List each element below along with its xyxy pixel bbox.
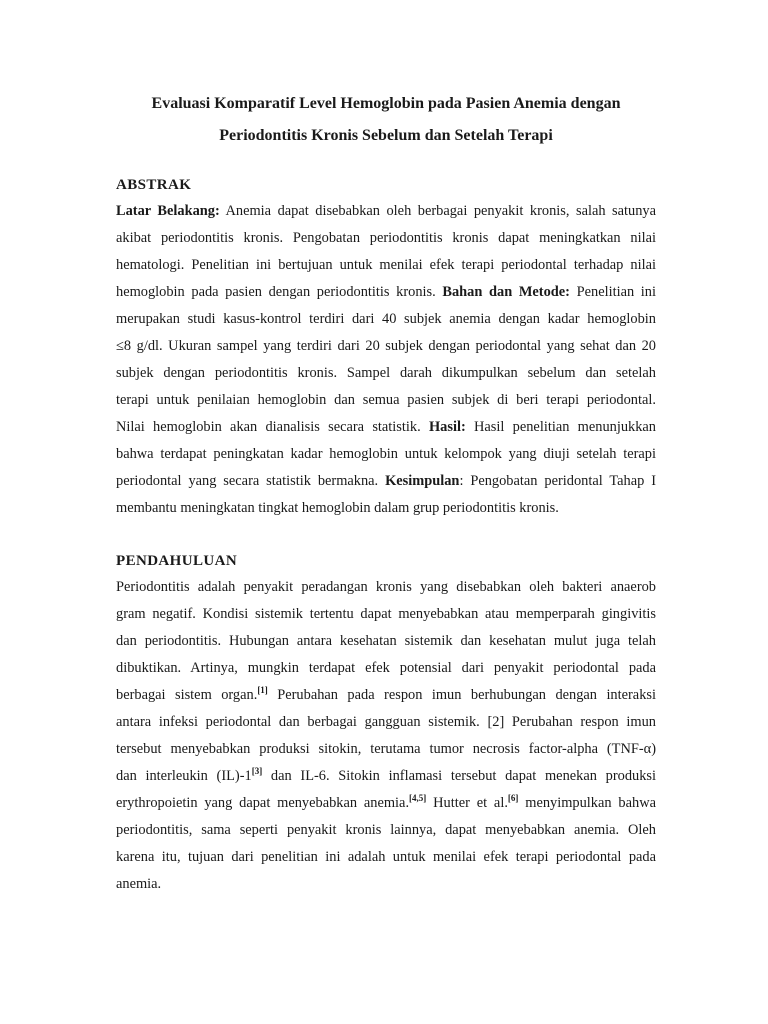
- intro-line: dibuktikan. Artinya, mungkin terdapat efek potensial dari penyakit periodontal pada: [116, 660, 656, 676]
- intro-line: erythropoietin yang dapat menyebabkan anemia.[4,5] Hutter et al.[6] menyimpulkan bahwa: [116, 793, 656, 811]
- intro-line: dan interleukin (IL)-1[3] dan IL-6. Sitokin inflamasi tersebut dapat menekan produksi: [116, 766, 657, 784]
- intro-line: periodontitis, sama seperti penyakit kronis lainnya, dapat menyebabkan anemia. Oleh: [116, 822, 656, 838]
- abstract-heading: ABSTRAK: [116, 177, 192, 193]
- kesimpulan-label: Kesimpulan: [385, 473, 460, 489]
- metode-label: Bahan dan Metode:: [442, 284, 570, 300]
- abstract-line: ≤8 g/dl. Ukuran sampel yang terdiri dari 20 subjek dengan periodontal yang sehat dan 20: [116, 338, 656, 354]
- reference-3: [3]: [251, 766, 263, 776]
- intro-line: berbagai sistem organ.[1] Perubahan pada respon imun berhubungan dengan interaksi: [116, 685, 656, 703]
- hasil-label: Hasil:: [428, 419, 466, 435]
- reference-4-5: [4,5]: [409, 793, 427, 803]
- abstract-line: merupakan studi kasus-kontrol terdiri dari 40 subjek anemia dengan kadar hemoglobin: [116, 311, 656, 327]
- abstract-line: bahwa terdapat peningkatan kadar hemoglobin untuk kelompok yang diuji setelah terapi: [116, 446, 656, 462]
- latar-belakang-label: Latar Belakang:: [116, 203, 220, 219]
- intro-line: anemia.: [116, 876, 162, 892]
- introduction-body: [116, 574, 656, 898]
- abstract-line: akibat periodontitis kronis. Pengobatan periodontitis kronis dapat meningkatkan nilai: [116, 230, 656, 246]
- abstract-line: subjek dengan periodontitis kronis. Sampel darah dikumpulkan sebelum dan setelah: [116, 365, 656, 381]
- intro-line: gram negatif. Kondisi sistemik tertentu dapat menyebabkan atau memperparah gingivitis: [116, 606, 656, 622]
- title-line-1: Evaluasi Komparatif Level Hemoglobin pada Pasien Anemia dengan: [151, 95, 621, 112]
- reference-1: [1]: [257, 685, 268, 695]
- abstract-line: Latar Belakang: Anemia dapat disebabkan oleh berbagai penyakit kronis, salah satunya: [116, 203, 657, 219]
- intro-line: karena itu, tujuan dari penelitian ini adalah untuk menilai efek terapi periodontal pada: [116, 849, 656, 865]
- intro-line: antara infeksi periodontal dan berbagai gangguan sistemik. [2] Perubahan respon imun: [116, 714, 656, 730]
- abstract-line: Nilai hemoglobin akan dianalisis secara statistik. Hasil: Hasil penelitian menunjukkan: [116, 419, 656, 435]
- intro-line: tersebut menyebabkan produksi sitokin, terutama tumor necrosis factor-alpha (TNF-α): [116, 741, 656, 757]
- document-title: [116, 88, 656, 152]
- reference-6: [6]: [507, 793, 519, 803]
- abstract-line: terapi untuk penilaian hemoglobin dan semua pasien subjek di beri terapi periodontal.: [116, 392, 656, 408]
- abstract-line: hemoglobin pada pasien dengan periodontitis kronis. Bahan dan Metode: Penelitian ini: [116, 284, 656, 300]
- abstract-line: hematologi. Penelitian ini bertujuan untuk menilai efek terapi periodontal terhadap nilai: [116, 257, 656, 273]
- abstract-body: [116, 198, 656, 522]
- title-line-2: Periodontitis Kronis Sebelum dan Setelah Terapi: [219, 127, 553, 144]
- abstract-line: periodontal yang secara statistik bermakna. Kesimpulan: Pengobatan peridontal Tahap I: [116, 473, 656, 489]
- introduction-heading: PENDAHULUAN: [116, 553, 238, 569]
- intro-line: Periodontitis adalah penyakit peradangan kronis yang disebabkan oleh bakteri anaerob: [116, 579, 656, 595]
- abstract-line: membantu meningkatan tingkat hemoglobin dalam grup periodontitis kronis.: [116, 500, 559, 516]
- document-page: [116, 88, 656, 898]
- intro-line: dan periodontitis. Hubungan antara kesehatan sistemik dan kesehatan mulut juga telah: [116, 633, 656, 649]
